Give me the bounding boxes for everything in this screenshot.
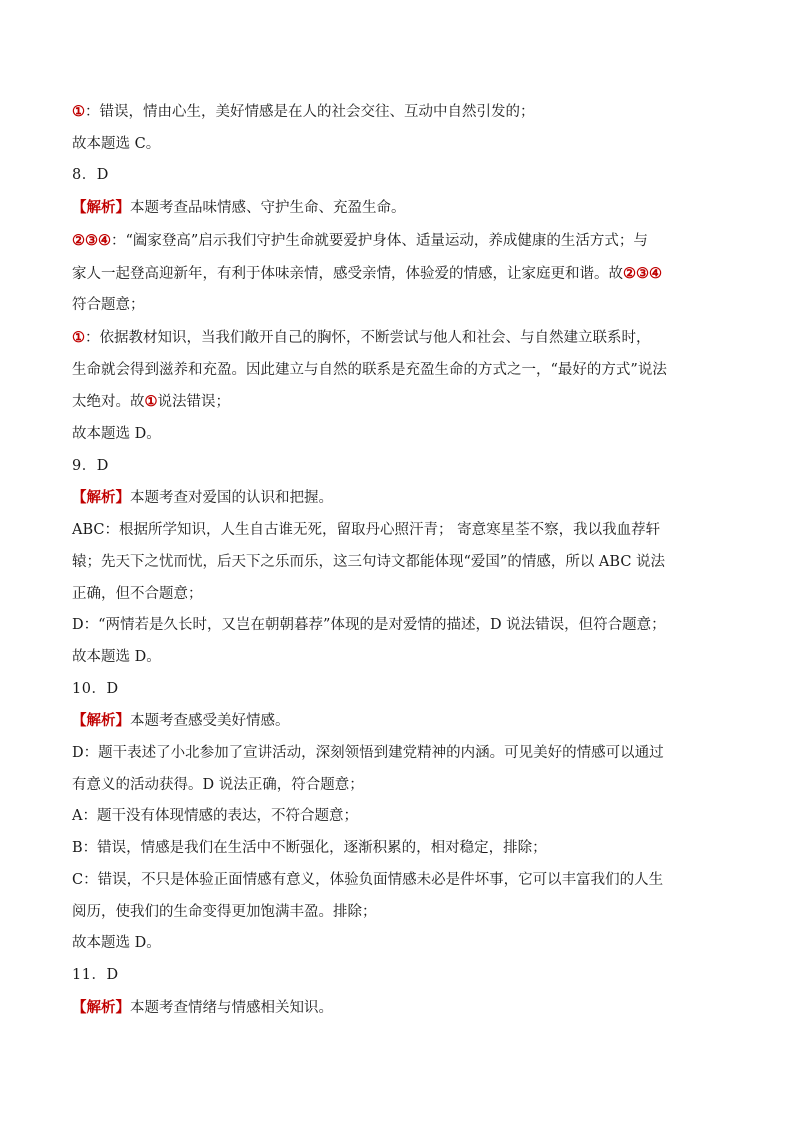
text-line bbox=[72, 419, 722, 451]
text-run: 生命就会得到滋养和充盈。因此建立与自然的联系是充盈生命的方式之一，“最好的方式”说法 bbox=[72, 361, 667, 378]
text-run: B：错误，情感是我们在生活中不断强化，逐渐积累的，相对稳定，排除； bbox=[72, 840, 547, 857]
text-run: 本题考查对爱国的认识和把握。 bbox=[130, 490, 333, 507]
text-line bbox=[72, 865, 722, 897]
text-run: ：“阖家登高”启示我们守护生命就要爱护身体、适量运动，养成健康的生活方式；与 bbox=[111, 232, 648, 249]
text-line bbox=[72, 355, 722, 387]
text-line bbox=[72, 482, 722, 515]
text-line bbox=[72, 96, 722, 129]
text-run: C：错误，不只是体验正面情感有意义，体验负面情感未必是件坏事，它可以丰富我们的人生 bbox=[72, 871, 664, 888]
text-run: 故本题选 D。 bbox=[72, 648, 161, 665]
analysis-tag: 【解析】 bbox=[72, 998, 130, 1016]
answer-number: 10．D bbox=[72, 680, 119, 697]
text-line bbox=[72, 705, 722, 738]
text-line bbox=[72, 674, 722, 706]
text-run: 故本题选 D。 bbox=[72, 935, 161, 952]
text-line bbox=[72, 801, 722, 833]
text-run: 说法错误； bbox=[157, 394, 230, 411]
text-run: 符合题意； bbox=[72, 297, 145, 314]
text-line bbox=[72, 992, 722, 1025]
text-run: ABC：根据所学知识，人生自古谁无死，留取丹心照汗青； 寄意寒星荃不察，我以我血荐轩 bbox=[72, 522, 661, 539]
analysis-tag: 【解析】 bbox=[72, 712, 130, 730]
analysis-tag: 【解析】 bbox=[72, 489, 130, 507]
text-line bbox=[72, 642, 722, 674]
text-run: 本题考查感受美好情感。 bbox=[130, 713, 290, 730]
text-run: 有意义的活动获得。D 说法正确，符合题意； bbox=[72, 776, 364, 793]
answer-explanations bbox=[72, 96, 722, 1024]
text-line bbox=[72, 738, 722, 770]
text-line bbox=[72, 897, 722, 929]
text-run: A：题干没有体现情感的表达，不符合题意； bbox=[72, 808, 358, 825]
text-line bbox=[72, 386, 722, 419]
text-line bbox=[72, 610, 722, 642]
answer-number: 11．D bbox=[72, 966, 119, 983]
option-numbers: ②③④ bbox=[623, 264, 662, 282]
text-run: D：题干表述了小北参加了宣讲活动，深刻领悟到建党精神的内涵。可见美好的情感可以通过 bbox=[72, 745, 664, 762]
text-run: 故本题选 D。 bbox=[72, 426, 161, 443]
analysis-tag: 【解析】 bbox=[72, 199, 130, 217]
text-line bbox=[72, 833, 722, 865]
text-run: 本题考查品味情感、守护生命、充盈生命。 bbox=[130, 200, 406, 217]
text-run: 故本题选 C。 bbox=[72, 135, 161, 152]
text-run: 阅历，使我们的生命变得更加饱满丰盈。排除； bbox=[72, 903, 377, 920]
text-line bbox=[72, 322, 722, 355]
text-run: 太绝对。故 bbox=[72, 394, 145, 411]
text-line bbox=[72, 451, 722, 483]
text-line bbox=[72, 928, 722, 960]
text-run: D：“两情若是久长时，又岂在朝朝暮荐”体现的是对爱情的描述，D 说法错误，但符合题意； bbox=[72, 617, 666, 634]
text-line bbox=[72, 192, 722, 225]
text-run: ：依据教材知识，当我们敞开自己的胸怀，不断尝试与他人和社会、与自然建立联系时， bbox=[85, 329, 651, 346]
text-line bbox=[72, 290, 722, 322]
text-run: ：错误，情由心生，美好情感是在人的社会交往、互动中自然引发的； bbox=[85, 104, 535, 120]
text-line bbox=[72, 160, 722, 192]
text-line bbox=[72, 579, 722, 611]
option-numbers: ②③④ bbox=[72, 231, 111, 249]
text-run: 辕；先天下之忧而忧，后天下之乐而乐，这三句诗文都能体现“爱国”的情感，所以 ABC 说法 bbox=[72, 553, 666, 570]
answer-number: 8．D bbox=[72, 167, 109, 184]
text-line bbox=[72, 225, 722, 258]
answer-number: 9．D bbox=[72, 457, 109, 474]
option-numbers: ① bbox=[72, 103, 85, 120]
text-run: 家人一起登高迎新年，有利于体味亲情，感受亲情，体验爱的情感，让家庭更和谐。故 bbox=[72, 265, 623, 282]
option-numbers: ① bbox=[72, 328, 85, 346]
text-line bbox=[72, 515, 722, 547]
text-line bbox=[72, 129, 722, 161]
text-line bbox=[72, 960, 722, 992]
text-line bbox=[72, 770, 722, 802]
text-line bbox=[72, 547, 722, 579]
text-run: 本题考查情绪与情感相关知识。 bbox=[130, 999, 333, 1016]
text-run: 正确，但不合题意； bbox=[72, 585, 203, 602]
option-numbers: ① bbox=[144, 393, 158, 411]
text-line bbox=[72, 258, 722, 291]
